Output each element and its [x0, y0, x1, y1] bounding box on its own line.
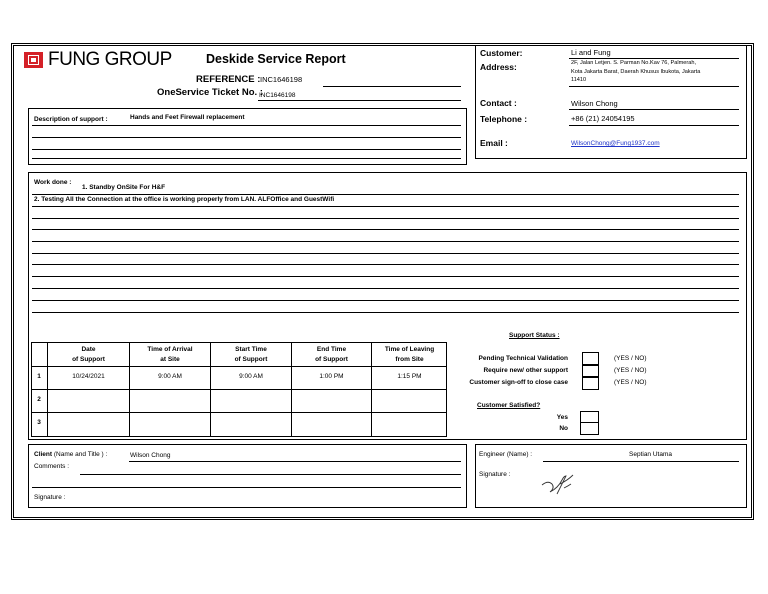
client-name-underline: [129, 461, 461, 462]
table-row-divider: [31, 366, 447, 367]
address-value: [571, 59, 700, 85]
signoff-checkbox[interactable]: [582, 376, 599, 390]
customer-value: Li and Fung: [571, 48, 611, 57]
status-options: (YES / NO): [614, 379, 647, 386]
table-cell-arrival: 9:00 AM: [158, 373, 182, 380]
work-line: [32, 264, 739, 265]
work-line: [32, 276, 739, 277]
telephone-value: +86 (21) 24054195: [571, 114, 635, 123]
email-link[interactable]: WilsonChong@Fung1937.com: [571, 140, 660, 147]
email-label: Email :: [480, 138, 508, 148]
work-done-line1: 1. Standby OnSite For H&F: [82, 184, 166, 191]
status-options: (YES / NO): [614, 355, 647, 362]
work-done-label: Work done :: [34, 179, 72, 186]
status-options: (YES / NO): [614, 367, 647, 374]
address-line: Kota Jakarta Barat, Daerah Khusus Ibukota, Jakarta: [571, 68, 701, 75]
client-name: Wilson Chong: [130, 452, 171, 459]
client-signature-label: Signature :: [34, 494, 66, 501]
comments-line: [32, 487, 461, 488]
telephone-underline: [569, 125, 739, 126]
address-underline: [569, 86, 739, 87]
table-row-divider: [31, 412, 447, 413]
work-line: [32, 312, 739, 313]
satisfied-no-checkbox[interactable]: [580, 422, 599, 435]
description-line: [32, 149, 461, 150]
table-header-date: Date of Support: [72, 346, 105, 363]
table-header-end: End Time of Support: [315, 346, 348, 363]
work-done-line2: 2. Testing All the Connection at the office is working properly from LAN. ALFOffice and GuestWifi: [34, 196, 335, 203]
work-line: [32, 300, 739, 301]
ticket-label: OneService Ticket No. :: [157, 87, 263, 98]
comments-label: Comments :: [34, 463, 70, 470]
engineer-name: Septian Utama: [629, 451, 672, 458]
customer-label: Customer:: [480, 48, 523, 58]
work-line: [32, 229, 739, 230]
reference-value: INC1646198: [260, 75, 303, 84]
status-pending-label: Pending Technical Validation: [478, 355, 568, 362]
contact-value: Wilson Chong: [571, 99, 618, 108]
reference-underline: [323, 86, 461, 87]
satisfied-yes-label: Yes: [556, 414, 568, 421]
table-header-leaving: Time of Leaving from Site: [384, 346, 435, 363]
table-header-start: Start Time of Support: [234, 346, 268, 363]
description-line: [32, 137, 461, 138]
ticket-value: INC1646198: [259, 92, 296, 99]
address-line: 11410: [571, 77, 587, 83]
status-new-support-label: Require new/ other support: [483, 367, 568, 374]
status-signoff-label: Customer sign-off to close case: [469, 379, 568, 386]
table-row-divider: [31, 389, 447, 390]
work-line: [32, 206, 739, 207]
report-title: Deskide Service Report: [206, 52, 346, 66]
engineer-name-underline: [543, 461, 739, 462]
table-row-number: 1: [37, 373, 41, 380]
address-line: 2F, Jalan Letjen. S. Parman No.Kav 76, Palmerah,: [571, 60, 696, 66]
table-cell-leaving: 1:15 PM: [397, 373, 422, 380]
work-line: [32, 194, 739, 195]
engineer-label: Engineer (Name) :: [479, 451, 533, 458]
contact-label: Contact :: [480, 98, 517, 108]
description-value: Hands and Feet Firewall replacement: [130, 114, 245, 121]
ticket-underline: [258, 100, 461, 101]
satisfied-no-label: No: [559, 425, 568, 432]
client-label: Client (Name and Title ) :: [34, 451, 108, 458]
company-name: FUNG GROUP: [48, 49, 172, 70]
work-line: [32, 253, 739, 254]
customer-satisfied-label: Customer Satisfied?: [477, 402, 541, 409]
comments-line: [80, 474, 461, 475]
table-row-number: 2: [37, 396, 41, 403]
work-line: [32, 288, 739, 289]
table-cell-end: 1:00 PM: [319, 373, 344, 380]
table-cell-date: 10/24/2021: [72, 373, 105, 380]
table-row-number: 3: [37, 419, 41, 426]
description-line: [32, 125, 461, 126]
work-line: [32, 218, 739, 219]
engineer-signature-mark: [538, 470, 576, 498]
engineer-signature-label: Signature :: [479, 471, 511, 478]
description-line: [32, 158, 461, 159]
support-status-title: Support Status :: [509, 332, 560, 339]
fung-logo-icon: [24, 52, 43, 68]
telephone-label: Telephone :: [480, 114, 528, 124]
table-cell-start: 9:00 AM: [239, 373, 263, 380]
work-line: [32, 241, 739, 242]
description-label: Description of support :: [34, 116, 108, 123]
address-label: Address:: [480, 62, 517, 72]
reference-label: REFERENCE :: [196, 74, 261, 85]
table-header-arrival: Time of Arrival at Site: [147, 346, 193, 363]
contact-underline: [569, 109, 739, 110]
